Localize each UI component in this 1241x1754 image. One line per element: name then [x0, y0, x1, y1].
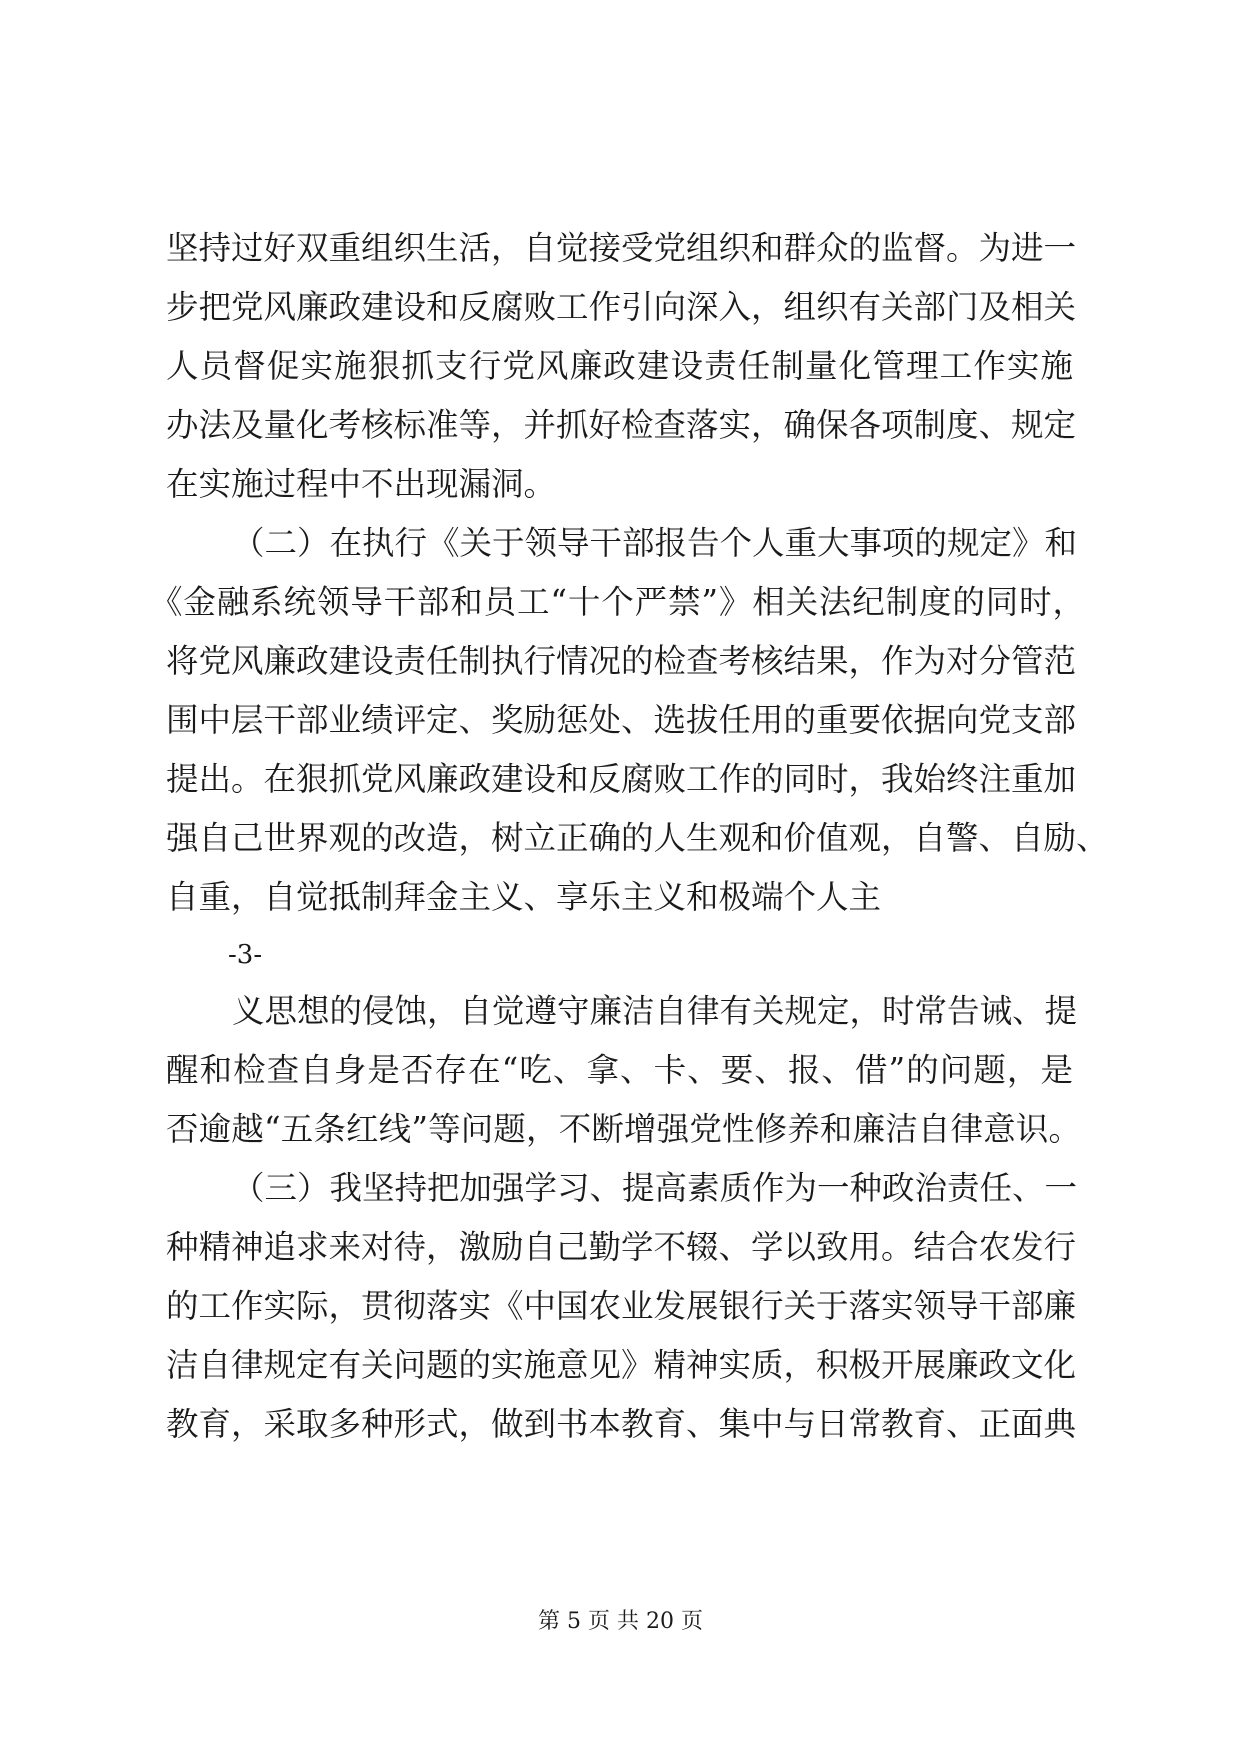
body-line: 种精神追求来对待，激励自己勤学不辍、学以致用。结合农发行: [166, 1228, 1077, 1266]
body-line: 提出。在狠抓党风廉政建设和反腐败工作的同时，我始终注重加: [166, 760, 1077, 798]
inner-page-number: -3-: [228, 940, 263, 970]
body-line: 在实施过程中不出现漏洞。: [166, 465, 557, 503]
body-line: 步把党风廉政建设和反腐败工作引向深入，组织有关部门及相关: [166, 288, 1077, 326]
body-line: 洁自律规定有关问题的实施意见》精神实质，积极开展廉政文化: [166, 1346, 1077, 1384]
body-line: 人员督促实施狠抓支行党风廉政建设责任制量化管理工作实施: [166, 347, 1073, 385]
body-line: 办法及量化考核标准等，并抓好检查落实，确保各项制度、规定: [166, 406, 1077, 444]
body-line-indented: （三）我坚持把加强学习、提高素质作为一种政治责任、一: [232, 1169, 1078, 1207]
body-line: 将党风廉政建设责任制执行情况的检查考核结果，作为对分管范: [166, 642, 1077, 680]
body-line-indented: （二）在执行《关于领导干部报告个人重大事项的规定》和: [232, 524, 1078, 562]
body-line: 否逾越“五条红线”等问题，不断增强党性修养和廉洁自律意识。: [166, 1110, 1081, 1148]
body-line: 围中层干部业绩评定、奖励惩处、选拔任用的重要依据向党支部: [166, 701, 1077, 739]
body-line: 《金融系统领导干部和员工“十个严禁”》相关法纪制度的同时，: [150, 583, 1085, 621]
body-line: 自重，自觉抵制拜金主义、享乐主义和极端个人主: [166, 878, 882, 916]
body-line: 强自己世界观的改造，树立正确的人生观和价值观，自警、自励、: [166, 819, 1109, 857]
body-line: 教育，采取多种形式，做到书本教育、集中与日常教育、正面典: [166, 1405, 1077, 1443]
body-line: 的工作实际，贯彻落实《中国农业发展银行关于落实领导干部廉: [166, 1287, 1077, 1325]
body-line-indented: 义思想的侵蚀，自觉遵守廉洁自律有关规定，时常告诫、提: [232, 992, 1078, 1030]
body-line: 坚持过好双重组织生活，自觉接受党组织和群众的监督。为进一: [166, 229, 1077, 267]
body-line: 醒和检查自身是否存在“吃、拿、卡、要、报、借”的问题，是: [166, 1051, 1073, 1089]
page-footer: 第 5 页 共 20 页: [538, 1609, 703, 1634]
